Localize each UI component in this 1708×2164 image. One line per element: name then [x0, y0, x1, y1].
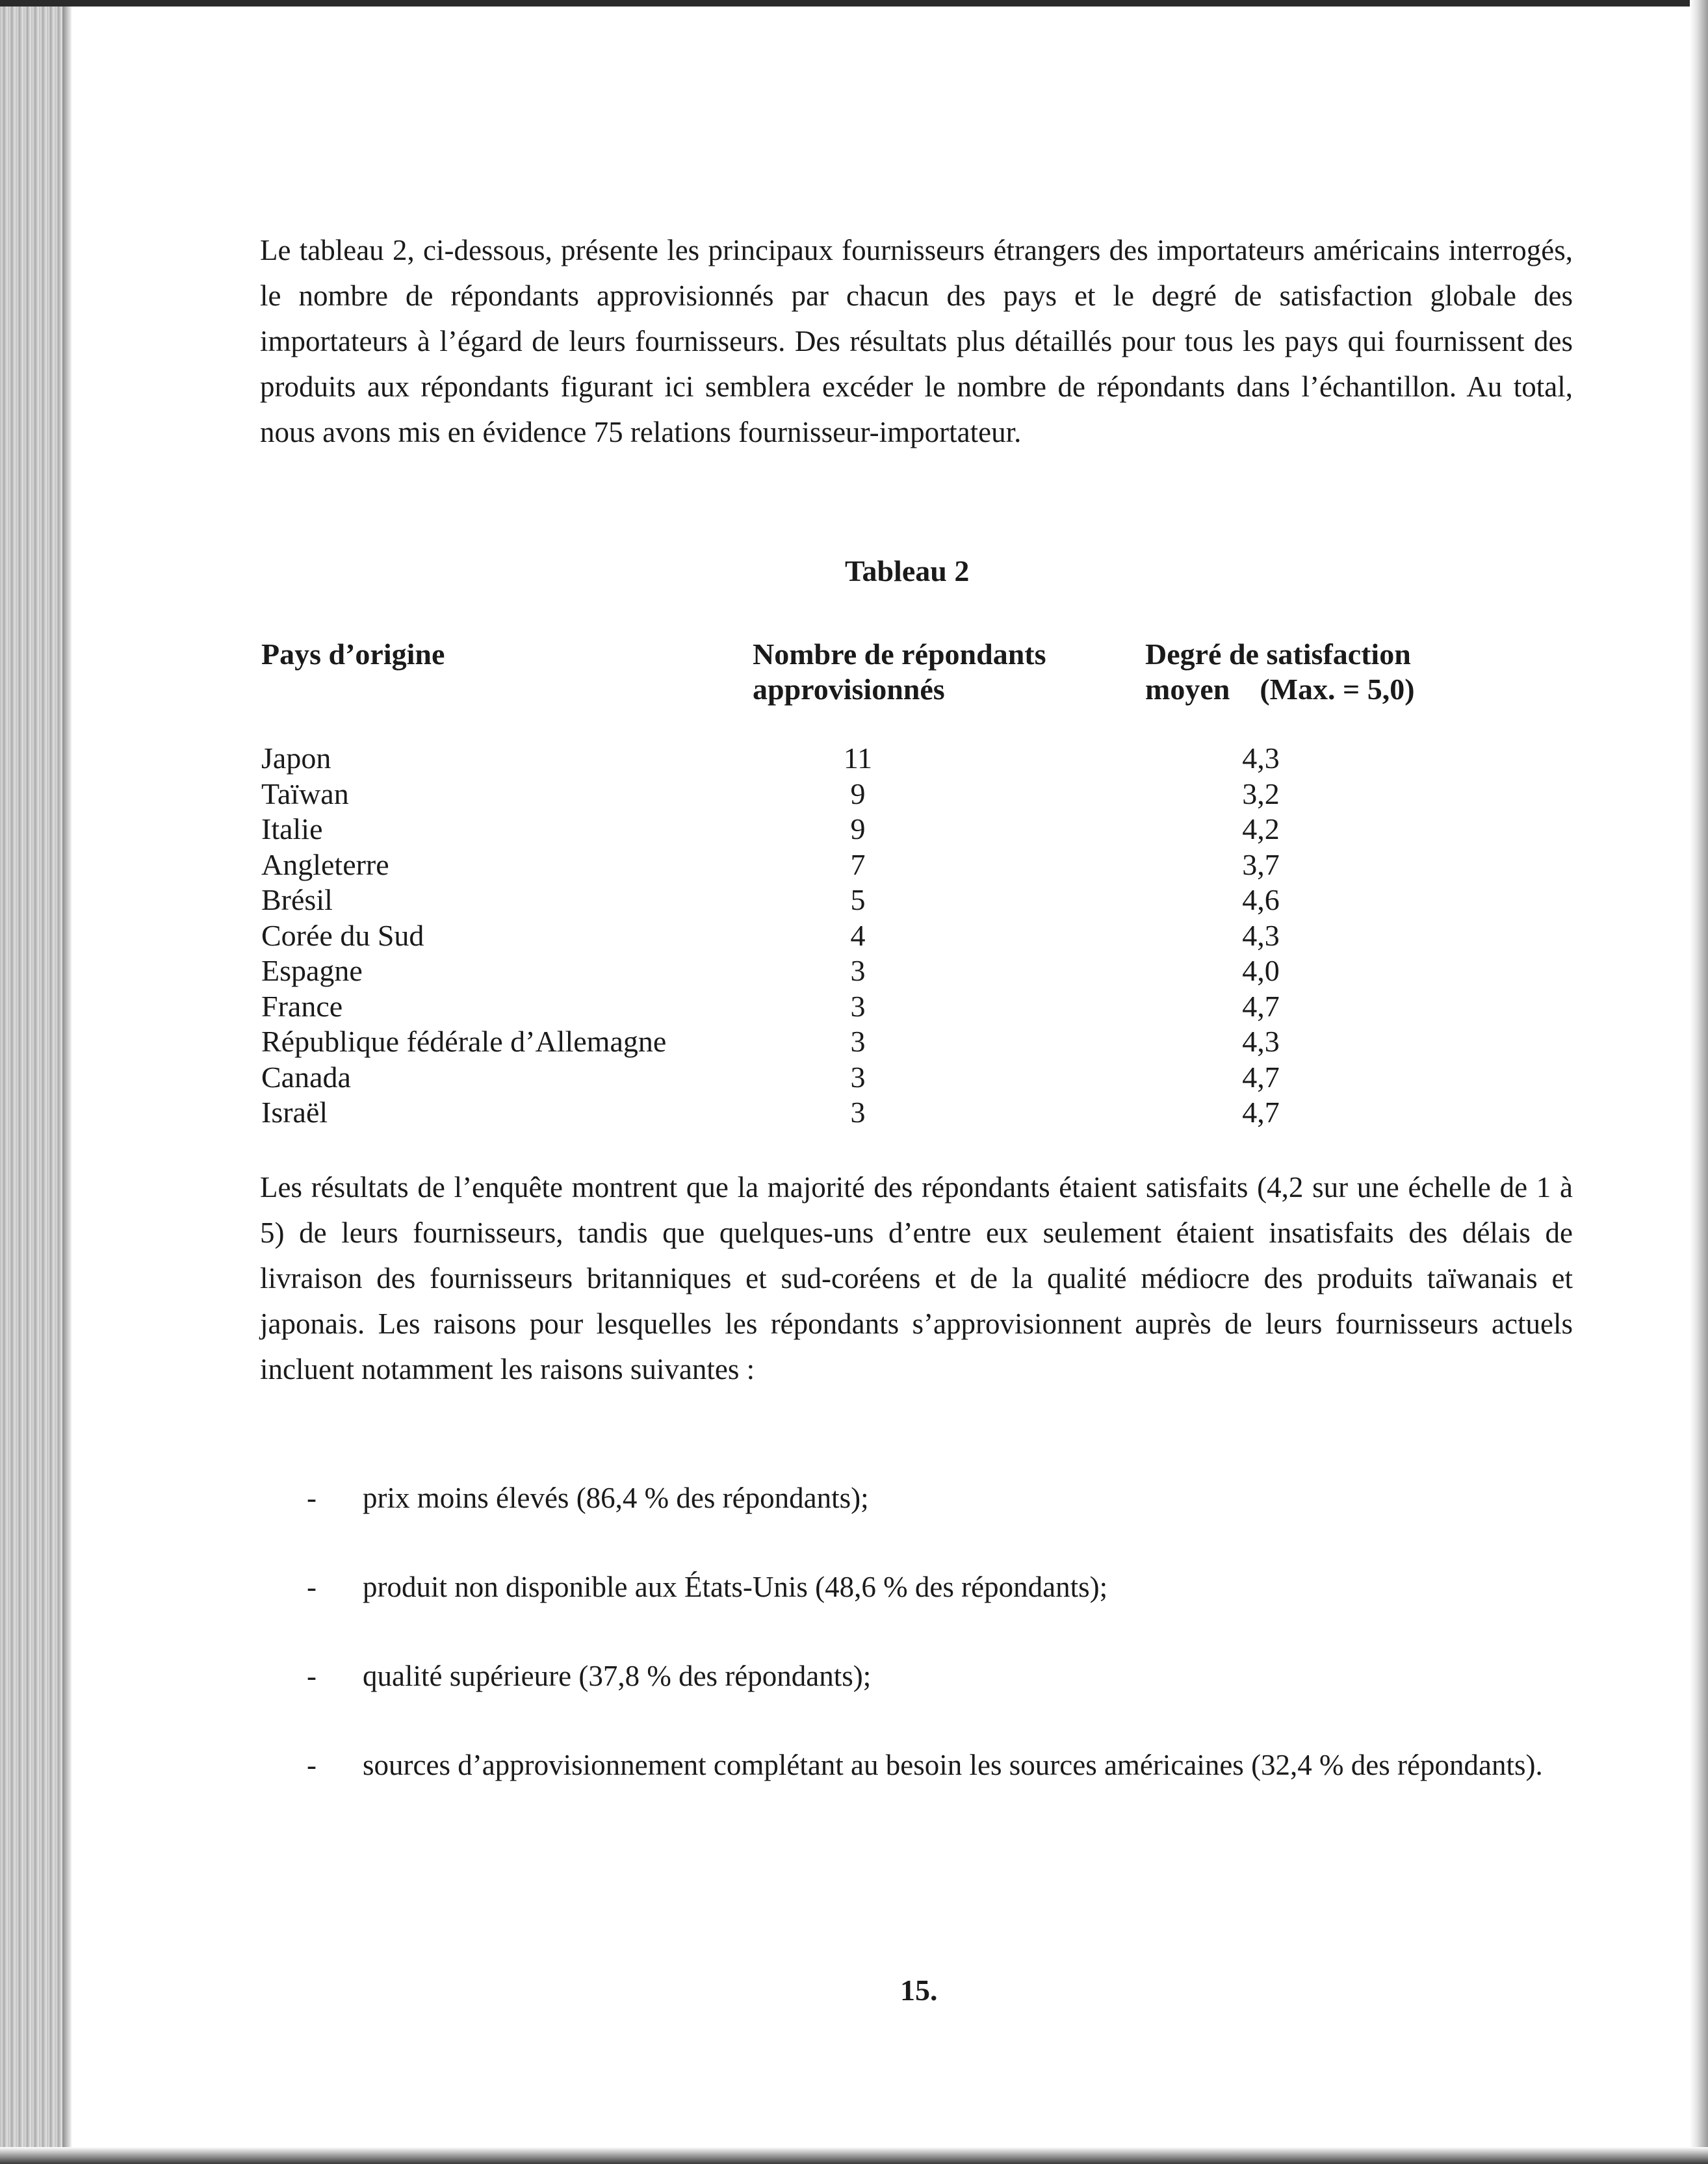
column-header-satisfaction: [1145, 637, 1548, 707]
table-row: [260, 953, 1573, 989]
bullet-dash: -: [307, 1749, 317, 1781]
column-header-count-line1: Nombre de répondants: [753, 638, 1046, 671]
table-row: [260, 882, 1573, 918]
bullet-text: produit non disponible aux États-Unis (48,6 % des répondants);: [363, 1571, 1108, 1603]
cell-count: 5: [850, 883, 866, 916]
cell-count: 11: [843, 741, 873, 775]
cell-satisfaction: 4,0: [1242, 954, 1280, 987]
scan-edge-shadow: [62, 0, 71, 2164]
table-row: [260, 918, 1573, 954]
table-row: [260, 812, 1573, 847]
cell-satisfaction: 3,2: [1242, 777, 1280, 810]
scan-edge-top: [0, 0, 1708, 6]
table-title: Tableau 2: [845, 554, 970, 587]
page-content: [260, 227, 1573, 1781]
cell-count: 4: [850, 918, 866, 952]
cell-country: Canada: [261, 1060, 351, 1094]
cell-satisfaction: 4,7: [1242, 989, 1280, 1023]
table-body: [260, 741, 1573, 1131]
table-row: [260, 1095, 1573, 1131]
column-header-country: [261, 637, 445, 672]
scan-edge-right: [1690, 0, 1708, 2164]
bullet-dash: -: [307, 1660, 317, 1692]
cell-satisfaction: 4,3: [1242, 1025, 1280, 1058]
bullet-dash: -: [307, 1482, 317, 1514]
cell-count: 3: [850, 1025, 866, 1058]
bullet-text: prix moins élevés (86,4 % des répondants);: [363, 1482, 869, 1514]
results-paragraph: Les résultats de l’enquête montrent que la majorité des répondants étaient satisfaits (4,2 sur une échelle de 1 à 5) de leurs fournisseurs, tandis que quelques-uns d’entre eux seulement étaient insatisfaits des délais de livraison des fournisseurs britanniques et sud-coréens et de la qualité médiocre des produits taïwanais et japonais. Les raisons pour lesquelles les répondants s’approvisionnent auprès de leurs fournisseurs actuels incluent notamment les raisons suivantes :: [260, 1171, 1573, 1385]
table-row: [260, 989, 1573, 1025]
cell-satisfaction: 4,6: [1242, 883, 1280, 916]
cell-satisfaction: 4,7: [1242, 1096, 1280, 1129]
cell-country: Corée du Sud: [261, 918, 424, 952]
cell-satisfaction: 4,7: [1242, 1060, 1280, 1094]
cell-country: Japon: [261, 741, 331, 775]
cell-satisfaction: 4,3: [1242, 918, 1280, 952]
cell-count: 9: [850, 812, 866, 845]
column-header-satisfaction-line1: Degré de satisfaction: [1145, 638, 1411, 671]
intro-paragraph: Le tableau 2, ci-dessous, présente les principaux fournisseurs étrangers des importateurs américains interrogés, le nombre de répondants approvisionnés par chacun des pays et le degré de satisfaction globale des importateurs à l’égard de leurs fournisseurs. Des résultats plus détaillés pour tous les pays qui fournissent des produits aux répondants figurant ici semblera excéder le nombre de répondants dans l’échantillon. Au total, nous avons mis en évidence 75 relations fournisseur-importateur.: [260, 234, 1573, 448]
cell-country: Angleterre: [261, 847, 389, 881]
scan-edge-bottom: [0, 2147, 1708, 2164]
table-row: [260, 1060, 1573, 1096]
table-row: [260, 741, 1573, 777]
cell-country: République fédérale d’Allemagne: [261, 1025, 667, 1058]
cell-country: Brésil: [261, 883, 333, 916]
bullet-text: sources d’approvisionnement complétant au besoin les sources américaines (32,4 % des répondants).: [363, 1749, 1543, 1781]
cell-satisfaction: 3,7: [1242, 847, 1280, 881]
column-header-satisfaction-line2: moyen (Max. = 5,0): [1145, 673, 1415, 706]
cell-country: Taïwan: [261, 777, 349, 810]
cell-count: 3: [850, 1060, 866, 1094]
list-item: [260, 1742, 1573, 1788]
bullet-list: [260, 1475, 1573, 1831]
column-header-country-label: Pays d’origine: [261, 638, 445, 671]
cell-count: 7: [850, 847, 866, 881]
list-item: [260, 1653, 1573, 1699]
bullet-dash: -: [307, 1571, 317, 1603]
table-row: [260, 1024, 1573, 1060]
page-number: 15.: [900, 1974, 938, 2007]
cell-count: 3: [850, 1096, 866, 1129]
cell-country: Israël: [261, 1096, 328, 1129]
table-row: [260, 847, 1573, 883]
cell-country: Espagne: [261, 954, 363, 987]
bullet-text: qualité supérieure (37,8 % des répondants);: [363, 1660, 872, 1692]
cell-count: 3: [850, 954, 866, 987]
cell-satisfaction: 4,3: [1242, 741, 1280, 775]
cell-country: Italie: [261, 812, 323, 845]
list-item: [260, 1475, 1573, 1521]
cell-country: France: [261, 989, 343, 1023]
list-item: [260, 1564, 1573, 1610]
column-header-count-line2: approvisionnés: [753, 673, 945, 706]
cell-satisfaction: 4,2: [1242, 812, 1280, 845]
table-row: [260, 777, 1573, 812]
scan-edge-left: [0, 0, 62, 2164]
cell-count: 3: [850, 989, 866, 1023]
column-header-count: [753, 637, 1117, 707]
cell-count: 9: [850, 777, 866, 810]
